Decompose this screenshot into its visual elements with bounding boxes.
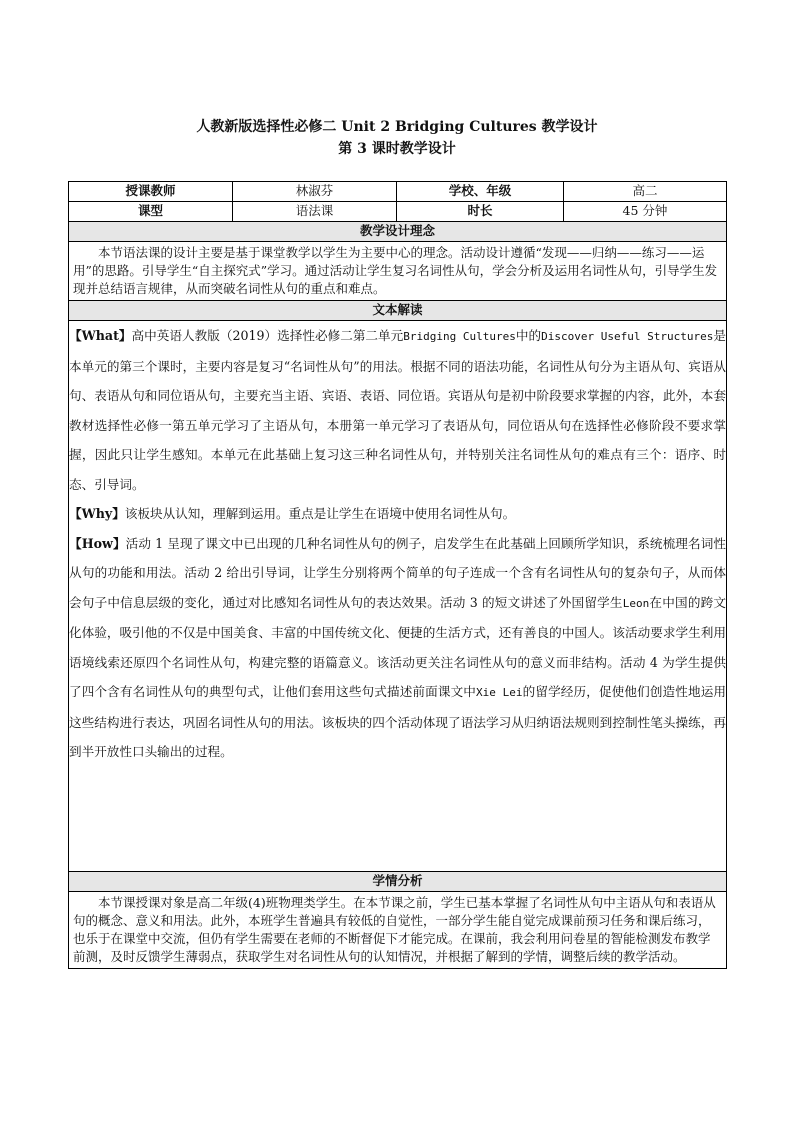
what-paragraph bbox=[69, 321, 726, 499]
how-en-1: Leon bbox=[622, 596, 650, 610]
text-analysis-heading-row bbox=[69, 301, 727, 321]
how-text-2: 在中国的跨文化体验，吸引他的不仅是中国美食、丰富的中国传统文化、便捷的生活方式，还有善良的中国人。该活动要求学生利用语境线索还原四个名词性从句，构建完整的语篇意义。该活动更关注名词性从句的意义而非结构。活动 4 为学生提供了四个含有名词性从句的典型句式，让他们套用这些句式描述前面课文中 bbox=[69, 594, 726, 699]
text-analysis-row bbox=[69, 321, 727, 872]
text-analysis-heading: 文本解读 bbox=[69, 301, 727, 321]
title-block bbox=[0, 117, 794, 160]
what-text-2: 中的 bbox=[515, 328, 542, 343]
learner-analysis-heading: 学情分析 bbox=[69, 872, 727, 892]
what-en-2: Discover Useful Structures bbox=[541, 330, 714, 343]
what-tag: 【What】 bbox=[69, 328, 132, 343]
text-analysis-cell bbox=[69, 321, 727, 872]
school-grade-value: 高二 bbox=[564, 182, 727, 202]
why-tag: 【Why】 bbox=[69, 506, 125, 521]
document-subtitle: 第 3 课时教学设计 bbox=[338, 141, 456, 157]
how-en-2: Xie Lei bbox=[476, 686, 523, 699]
info-row-teacher bbox=[69, 182, 727, 202]
learner-analysis-text: 本节课授课对象是高二年级(4)班物理类学生。在本节课之前，学生已基本掌握了名词性从句中主语从句和表语从句的概念、意义和用法。此外，本班学生普遍具有较低的自觉性，一部分学生能自觉完成课前预习任务和课后练习，也乐于在课堂中交流，但仍有学生需要在老师的不断督促下才能完成。在课前，我会利用问卷星的智能检测发布教学前测，及时反馈学生薄弱点，获取学生对名词性从句的认知情况，并根据了解到的学情，调整后续的教学活动。 bbox=[73, 895, 716, 964]
how-tag: 【How】 bbox=[69, 535, 126, 551]
how-text-1: 活动 1 呈现了课文中已出现的几种名词性从句的例子，启发学生在此基础上回顾所学知识，系统梳理名词性从句的功能和用法。活动 2 给出引导词，让学生分别将两个简单的句子连成一个含有名词性从句的复杂句子，从而体会句子中信息层级的变化，通过对比感知名词性从句的表达效果。活动 3 的短文讲述了外国留学生 bbox=[69, 535, 726, 610]
learner-analysis-cell bbox=[69, 892, 727, 969]
learner-analysis-row bbox=[69, 892, 727, 969]
teacher-label: 授课教师 bbox=[69, 182, 233, 202]
learner-analysis-heading-row bbox=[69, 872, 727, 892]
document-title: 人教新版选择性必修二 Unit 2 Bridging Cultures 教学设计 bbox=[196, 119, 598, 135]
why-text: 该板块从认知，理解到运用。重点是让学生在语境中使用名词性从句。 bbox=[124, 506, 516, 521]
what-en-1: Bridging Cultures bbox=[403, 330, 516, 343]
design-concept-heading: 教学设计理念 bbox=[69, 222, 727, 242]
design-concept-cell bbox=[69, 242, 727, 301]
design-concept-text: 本节语法课的设计主要是基于课堂教学以学生为主要中心的理念。活动设计遵循“发现——归纳——练习——运用”的思路。引导学生“自主探究式”学习。通过活动让学生复习名词性从句，学会分析及运用名词性从句，引导学生发现并总结语言规律，从而突破名词性从句的重点和难点。 bbox=[73, 245, 718, 296]
how-paragraph bbox=[69, 529, 726, 767]
duration-label: 时长 bbox=[397, 202, 564, 222]
design-concept-row bbox=[69, 242, 727, 301]
school-grade-label: 学校、年级 bbox=[397, 182, 564, 202]
duration-value: 45 分钟 bbox=[564, 202, 727, 222]
what-text-3: 是本单元的第三个课时，主要内容是复习“名词性从句”的用法。根据不同的语法功能，名词性从句分为主语从句、宾语从句、表语从句和同位语从句，主要充当主语、宾语、表语、同位语。宾语从句是初中阶段要求掌握的内容，此外，本套教材选择性必修一第五单元学习了主语从句，本册第一单元学习了表语从句，同位语从句在选择性必修阶段不要求掌握，因此只让学生感知。本单元在此基础上复习这三种名词性从句，并特别关注名词性从句的难点有三个：语序、时态、引导词。 bbox=[69, 328, 726, 492]
how-text-3: 的留学经历，促使他们创造性地运用这些结构进行表达，巩固名词性从句的用法。该板块的四个活动体现了语法学习从归纳语法规则到控制性笔头操练，再到半开放性口头输出的过程。 bbox=[69, 684, 727, 759]
teacher-value: 林淑芬 bbox=[233, 182, 397, 202]
lesson-type-label: 课型 bbox=[69, 202, 233, 222]
info-row-lesson-type bbox=[69, 202, 727, 222]
what-text-1: 高中英语人教版（2019）选择性必修二第二单元 bbox=[131, 328, 404, 343]
design-concept-heading-row bbox=[69, 222, 727, 242]
lesson-plan-table bbox=[68, 181, 727, 969]
why-paragraph bbox=[69, 499, 726, 529]
lesson-type-value: 语法课 bbox=[233, 202, 397, 222]
